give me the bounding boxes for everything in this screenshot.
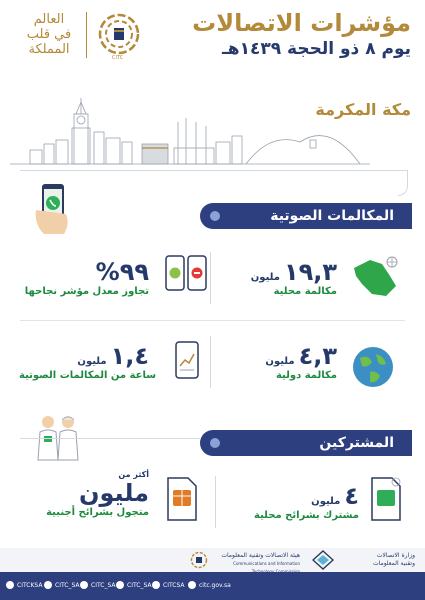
saudi-map-icon [346,254,402,302]
mcit-logo-icon [312,550,334,570]
footer-handle-youtube[interactable]: CITC_SA [116,581,152,589]
subscribers-banner [200,430,412,456]
citc-logo-text: هيئة الاتصالات وتقنية المعلومات Communications and Information [221,552,300,566]
facebook-icon [152,581,160,589]
call-hours-desc: ساعة من المكالمات الصوتية [19,370,157,381]
local-sims-unit: مليون [311,496,341,507]
voice-calls-banner [200,203,412,229]
intl-calls-desc: مكالمة دولية [275,370,337,381]
row-divider [20,320,405,321]
footer-website[interactable]: citc.gov.sa [188,581,231,589]
youtube-icon [116,581,124,589]
globe-small-icon [188,581,196,589]
foreign-sims-stat [19,470,149,518]
logo-caption: CITC [112,55,124,61]
intl-calls-unit: مليون [265,356,295,367]
foreign-sims-prefix: أكثر من [118,470,149,479]
city-name: مكة المكرمة [315,100,411,119]
local-sims-stat [229,482,359,521]
footer-logos [0,548,425,572]
intl-calls-value: ٤,٣ [298,342,337,370]
footer-handle-facebook[interactable]: CITCSA [152,581,185,589]
stat-divider [215,476,216,528]
intl-calls-stat [217,342,337,381]
success-rate-value: %٩٩ [95,258,149,286]
section-connector [20,170,408,171]
local-sims-desc: مشترك بشرائح محلية [254,510,359,521]
footer-handle-snapchat[interactable]: CITC_SA [44,581,80,589]
page-title: مؤشرات الاتصالات [192,9,411,37]
local-sim-icon [370,476,402,522]
footer-handle-instagram[interactable]: CITCKSA [6,581,42,589]
call-hours-value: ١,٤ [110,342,149,370]
snapchat-icon [44,581,52,589]
success-rate-desc: تجاوز معدل مؤشر نجاحها [24,286,149,297]
instagram-icon [6,581,14,589]
mcit-logo-text: وزارة الاتصالات وتقنية المعلومات [373,552,415,567]
local-calls-value: ١٩,٣ [283,258,337,286]
voice-calls-label: المكالمات الصوتية [270,208,394,224]
footer-bar [0,572,425,600]
foreign-sim-icon [166,476,198,522]
local-calls-stat [217,258,337,297]
globe-icon [350,344,396,390]
pilgrims-icon [28,412,88,462]
call-hours-stat [19,342,157,381]
success-rate-stat [19,258,149,297]
footer-handle-twitter[interactable]: CITC_SA [80,581,116,589]
citc-logo-icon [96,12,142,58]
stat-divider [210,252,211,304]
section-connector-curve [398,170,408,196]
banner-dot [210,211,220,221]
logo-slogan: العالم في قلب المملكة [26,12,72,57]
twitter-icon [80,581,88,589]
local-sims-value: ٤ [344,482,359,510]
call-hours-unit: مليون [77,356,107,367]
phone-hand-icon [32,180,76,238]
banner-dot [210,438,220,448]
local-calls-unit: مليون [250,272,280,283]
call-accept-reject-icon [164,254,210,294]
citc-small-logo-icon [190,551,208,569]
subscribers-label: المشتركين [319,435,394,451]
foreign-sims-desc: متجول بشرائح أجنبية [46,507,149,518]
foreign-sims-value: مليون [79,479,149,507]
section-connector [20,438,200,439]
logo-divider [86,12,87,58]
local-calls-desc: مكالمة محلية [273,286,337,297]
stat-divider [210,336,211,388]
phone-chart-icon [174,340,200,380]
page-subtitle: يوم ٨ ذو الحجة ١٤٣٩هـ [221,39,411,59]
